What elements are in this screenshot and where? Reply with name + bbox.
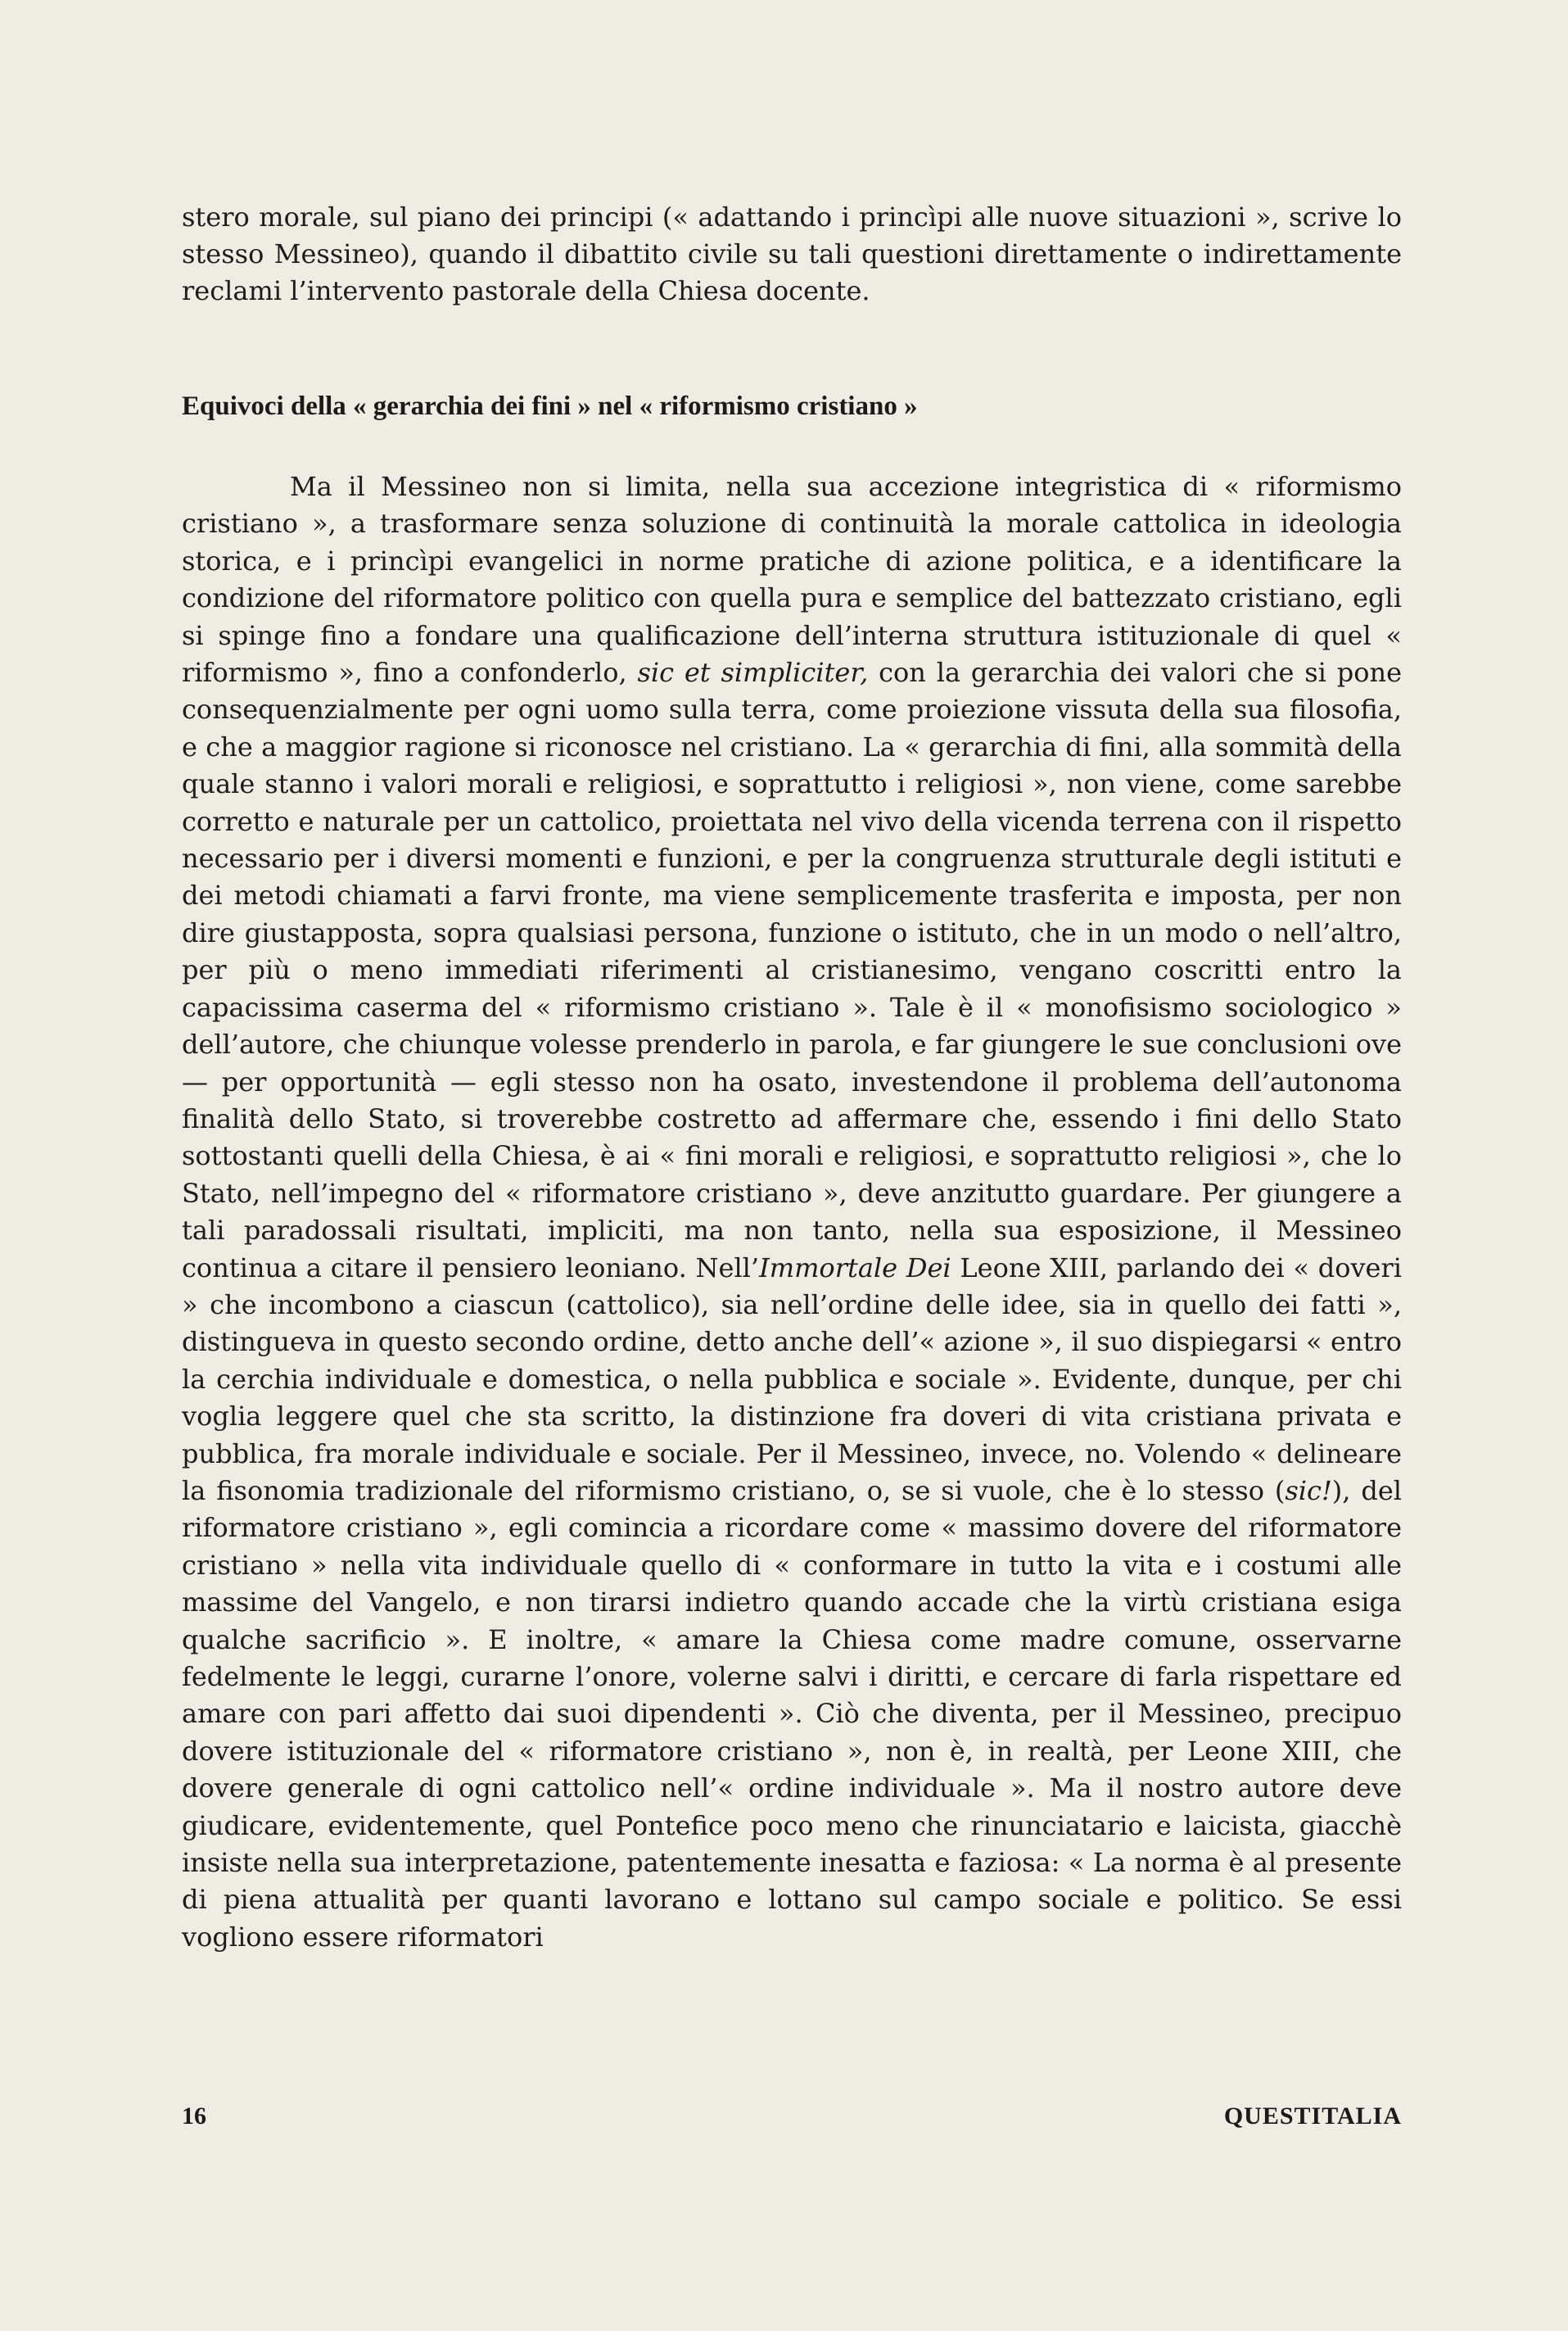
body-text-part-1: Ma il Messineo non si limita, nella sua accezione integristica di « riformismo cristiano », a trasformare senza soluzione di continuità la morale cattolica in ideologia storica, e i princìpi evangelici in norme pratiche di azione politica, e a identificare la condizione del riformatore politico con quella pura e semplice del battezzato cristiano, egli si spinge fino a fondare una qualificazione dell’interna struttura istituzionale di quel « riformismo », fino a confonderlo, bbox=[182, 471, 1402, 689]
body-text-part-4: ), del riformatore cristiano », egli comincia a ricordare come « massimo dovere del riformatore cristiano » nella vita individuale quello di « conformare in tutto la vita e i costumi alle massime del Vangelo, e non tirarsi indietro quando accade che la virtù cristiana esiga qualche sacrificio ». E inoltre, « amare la Chiesa come madre comune, osservarne fedelmente le leggi, curarne l’onore, volerne salvi i diritti, e cercare di farla rispettare ed amare con pari affetto dai suoi dipendenti ». Ciò che diventa, per il Messineo, precipuo dovere istituzionale del « riformatore cristiano », non è, in realtà, per Leone XIII, che dovere generale di ogni cattolico nell’« ordine individuale ». Ma il nostro autore deve giudicare, evidentemente, quel Pontefice poco meno che rinunciatario e laicista, giacchè insiste nella sua interpretazione, patentemente inesatta e faziosa: « La norma è al presente di piena attualità per quanti lavorano e lottano sul campo sociale e politico. Se essi vogliono essere riformatori bbox=[182, 1474, 1403, 1953]
lead-paragraph: stero morale, sul piano dei principi (« adattando i princìpi alle nuove situazioni », scrive lo stesso Messineo), quando il dibattito civile su tali questioni direttamente o indirettamente reclami l’intervento pastorale della Chiesa docente. bbox=[182, 201, 1402, 306]
page-footer bbox=[182, 2100, 1402, 2133]
body-italic-sic: sic! bbox=[1285, 1474, 1332, 1506]
body-italic-sic-et-simpliciter: sic et simpliciter, bbox=[637, 657, 869, 689]
page-number: 16 bbox=[182, 2102, 206, 2130]
body-text-part-2: con la gerarchia dei valori che si pone consequenzialmente per ogni uomo sulla terra, come proiezione vissuta della sua filosofia, e che a maggior ragione si riconosce nel cristiano. La « gerarchia di fini, alla sommità della quale stanno i valori morali e religiosi, e soprattutto i religiosi », non viene, come sarebbe corretto e naturale per un cattolico, proiettata nel vivo della vicenda terrena con il rispetto necessario per i diversi momenti e funzioni, e per la congruenza strutturale degli istituti e dei metodi chiamati a farvi fronte, ma viene semplicemente trasferita e imposta, per non dire giustapposta, sopra qualsiasi persona, funzione o istituto, che in un modo o nell’altro, per più o meno immediati riferimenti al cristianesimo, vengano coscritti entro la capacissima caserma del « riformismo cristiano ». Tale è il « monofisismo sociologico » dell’autore, che chiunque volesse prenderlo in parola, e far giungere le sue conclusioni ove — per opportunità — egli stesso non ha osato, investendone il problema dell’autonoma finalità dello Stato, si troverebbe costretto ad affermare che, essendo i fini dello Stato sottostanti quelli della Chiesa, è ai « fini morali e religiosi, e soprattutto religiosi », che lo Stato, nell’impegno del « riformatore cristiano », deve anzitutto guardare. Per giungere a tali paradossali risultati, impliciti, ma non tanto, nella sua esposizione, il Messineo continua a citare il pensiero leoniano. Nell’ bbox=[182, 657, 1402, 1283]
journal-name: QUESTITALIA bbox=[1223, 2102, 1402, 2130]
body-paragraph bbox=[182, 468, 1402, 1956]
body-italic-immortale-dei: Immortale Dei bbox=[759, 1251, 951, 1283]
body-text-part-3: Leone XIII, parlando dei « doveri » che incombono a ciascun (cattolico), sia nell’ordine delle idee, sia in quello dei fatti », distingueva in questo secondo ordine, detto anche dell’« azione », il suo dispiegarsi « entro la cerchia individuale e domestica, o nella pubblica e sociale ». Evidente, dunque, per chi voglia leggere quel che sta scritto, la distinzione fra doveri di vita cristiana privata e pubblica, fra morale individuale e sociale. Per il Messineo, invece, no. Volendo « delineare la fisonomia tradizionale del riformismo cristiano, o, se si vuole, che è lo stesso ( bbox=[182, 1251, 1403, 1506]
section-heading: Equivoci della « gerarchia dei fini » nel « riformismo cristiano » bbox=[182, 392, 918, 421]
